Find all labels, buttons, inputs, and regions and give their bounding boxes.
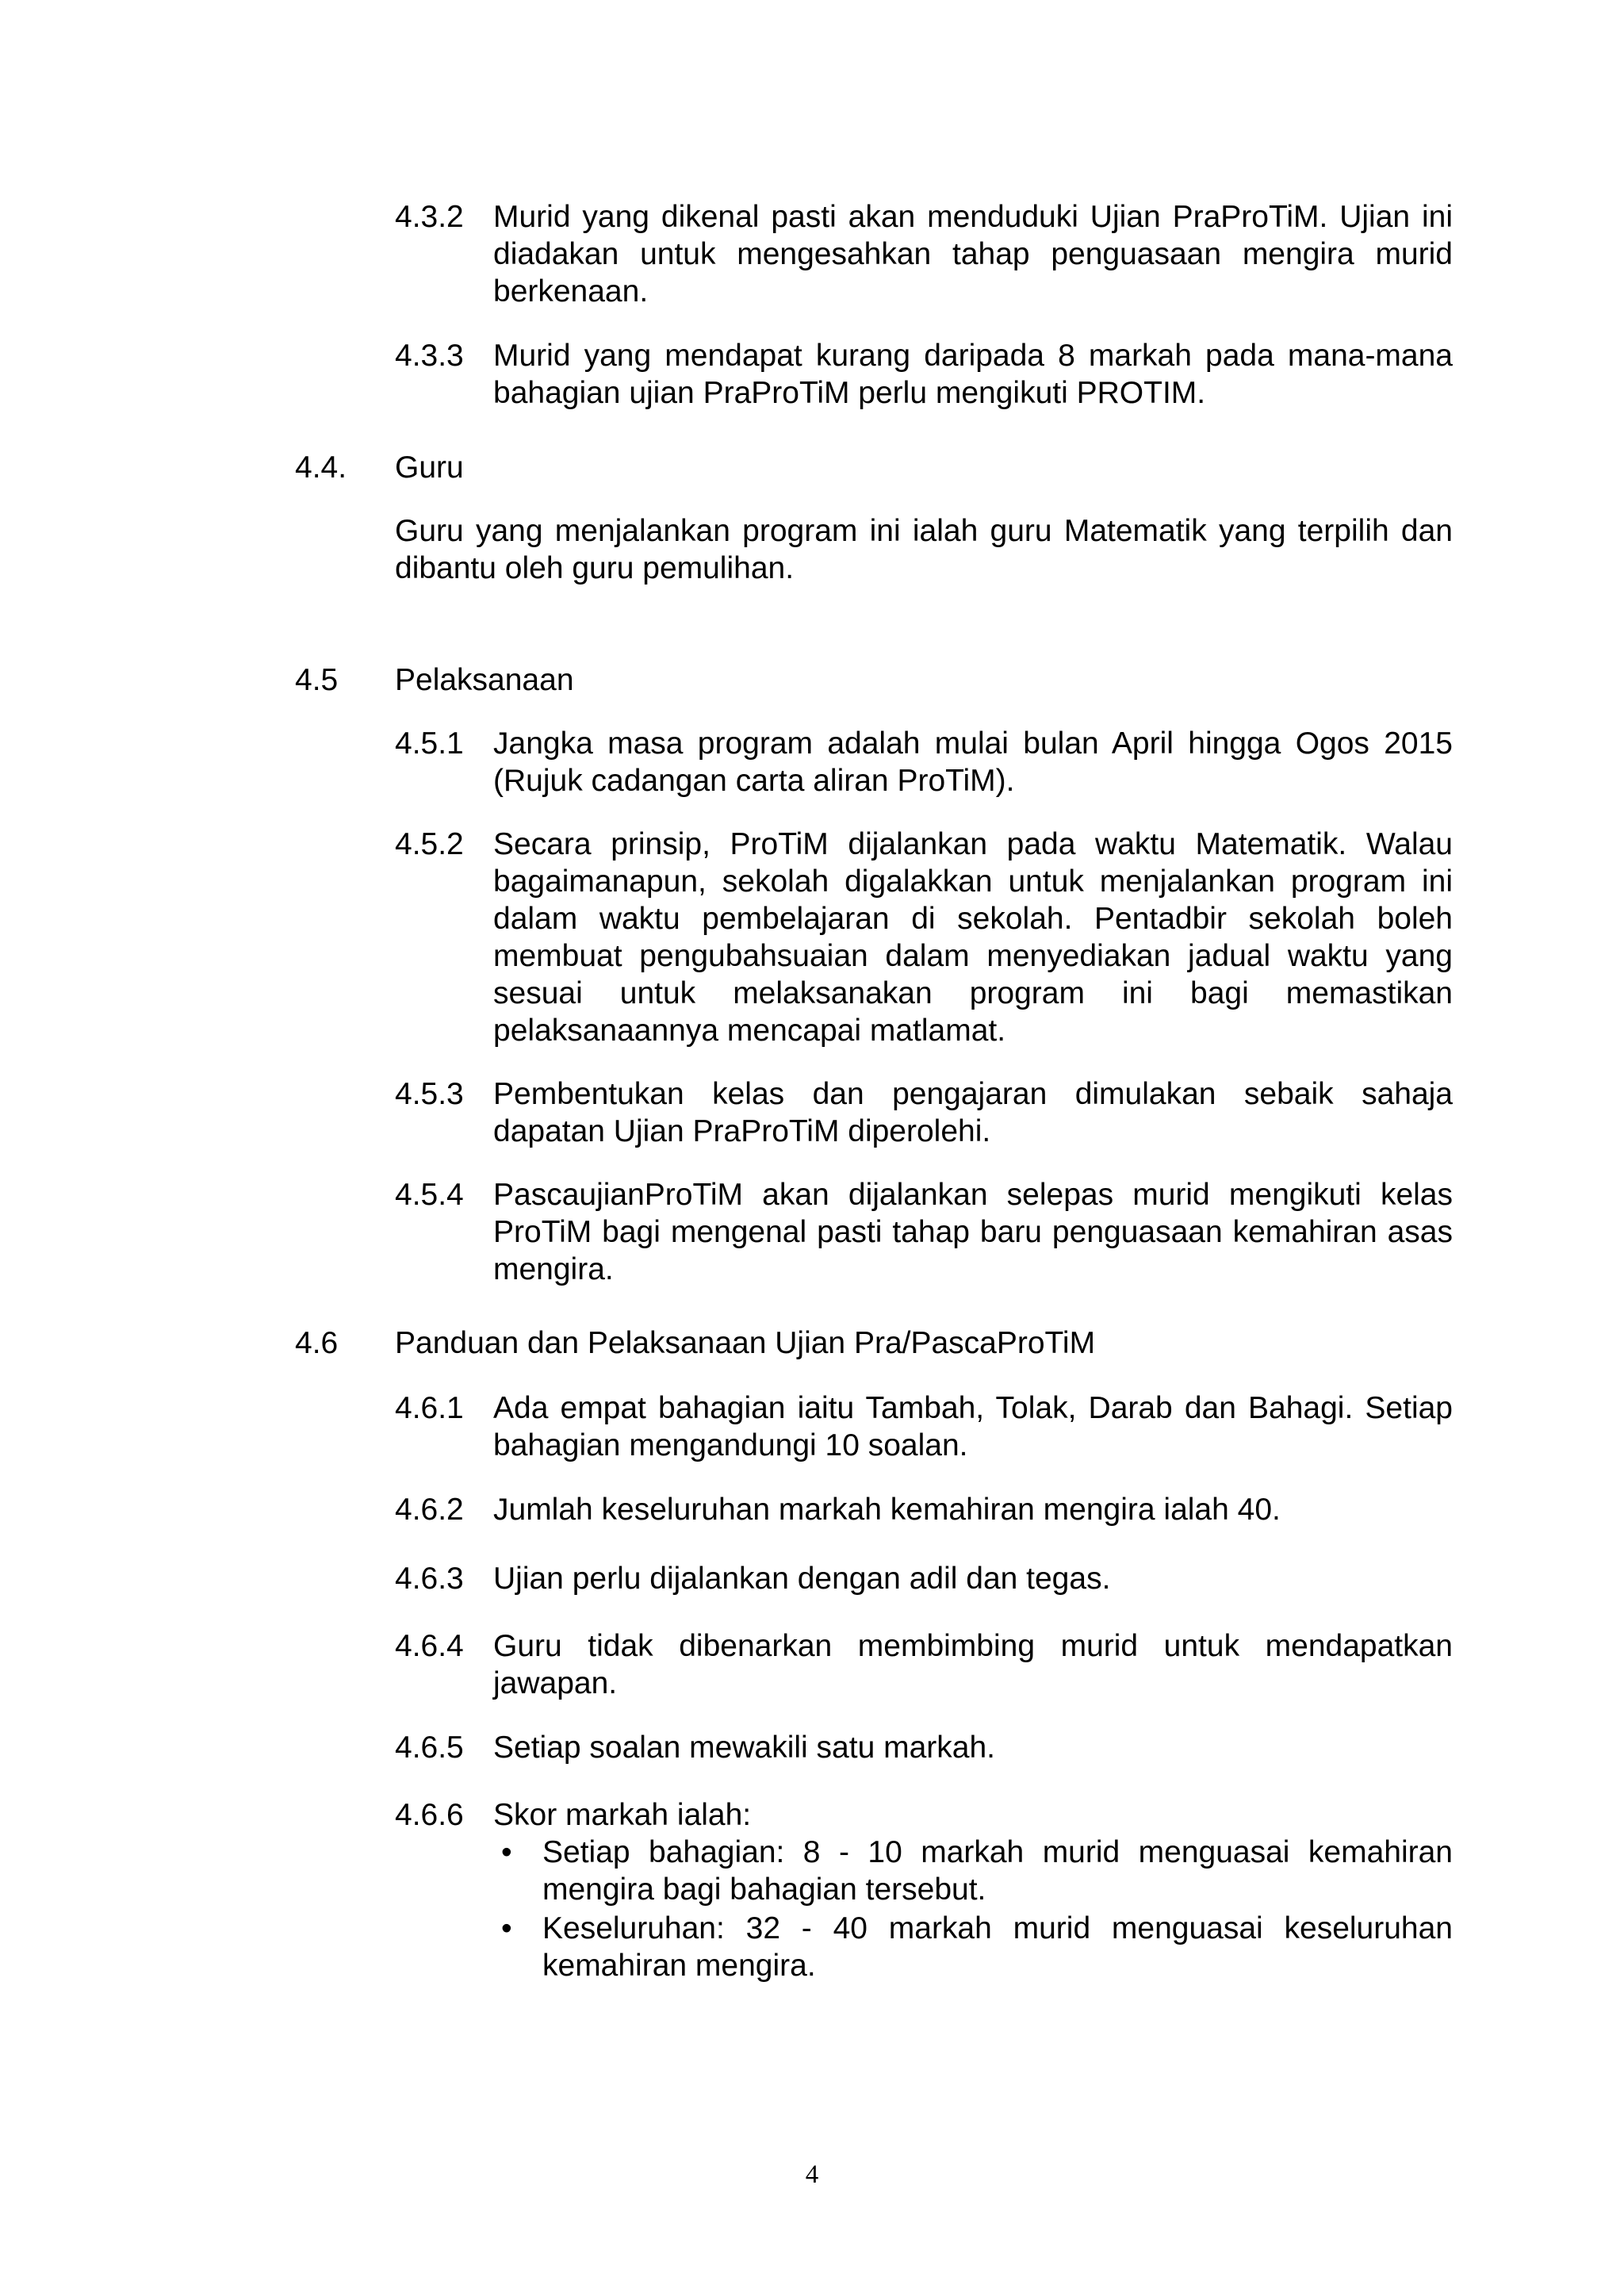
item-number: 4.3.3	[395, 339, 464, 373]
item-4-6-5	[395, 1729, 1453, 1766]
item-text: Jangka masa program adalah mulai bulan April hingga Ogos 2015 (Rujuk cadangan carta aliran ProTiM).	[493, 726, 1453, 798]
item-text: Murid yang mendapat kurang daripada 8 markah pada mana-mana bahagian ujian PraProTiM perlu mengikuti PROTIM.	[493, 339, 1453, 410]
item-number: 4.6.5	[395, 1731, 464, 1765]
item-text: Pembentukan kelas dan pengajaran dimulakan sebaik sahaja dapatan Ujian PraProTiM diperolehi.	[493, 1077, 1453, 1148]
item-text: Ujian perlu dijalankan dengan adil dan tegas.	[493, 1562, 1111, 1596]
item-4-5-1	[395, 725, 1453, 799]
item-text: Guru tidak dibenarkan membimbing murid untuk mendapatkan jawapan.	[493, 1629, 1453, 1700]
item-text: Setiap soalan mewakili satu markah.	[493, 1731, 995, 1765]
item-text: Secara prinsip, ProTiM dijalankan pada waktu Matematik. Walau bagaimanapun, sekolah digalakkan untuk menjalankan program ini dalam waktu pembelajaran di sekolah. Pentadbir sekolah boleh membuat pengubahsuaian dalam menyediakan jadual waktu yang sesuai untuk melaksanakan program ini bagi memastikan pelaksanaannya mencapai matlamat.	[493, 827, 1453, 1048]
section-number: 4.5	[295, 663, 339, 697]
bullet-item	[493, 1910, 1453, 1984]
bullet-icon: •	[501, 1835, 512, 1869]
section-4-5-heading	[295, 661, 574, 699]
item-4-6-4	[395, 1627, 1453, 1702]
section-number: 4.6	[295, 1326, 339, 1360]
item-number: 4.5.4	[395, 1178, 464, 1212]
item-number: 4.5.3	[395, 1077, 464, 1111]
bullet-item	[493, 1834, 1453, 1908]
bullet-icon: •	[501, 1911, 512, 1945]
item-text: Murid yang dikenal pasti akan menduduki Ujian PraProTiM. Ujian ini diadakan untuk mengesahkan tahap penguasaan mengira murid berkenaan.	[493, 200, 1453, 309]
item-number: 4.6.3	[395, 1562, 464, 1596]
item-4-5-3	[395, 1075, 1453, 1150]
item-text: Ada empat bahagian iaitu Tambah, Tolak, Darab dan Bahagi. Setiap bahagian mengandungi 10 soalan.	[493, 1391, 1453, 1462]
item-4-6-1	[395, 1389, 1453, 1464]
item-number: 4.6.2	[395, 1493, 464, 1527]
item-number: 4.6.4	[395, 1629, 464, 1663]
item-text: Jumlah keseluruhan markah kemahiran mengira ialah 40.	[493, 1493, 1281, 1527]
section-4-4-heading	[295, 449, 464, 486]
item-number: 4.3.2	[395, 200, 464, 234]
section-title: Panduan dan Pelaksanaan Ujian Pra/PascaProTiM	[395, 1326, 1096, 1360]
section-4-4-paragraph: Guru yang menjalankan program ini ialah guru Matematik yang terpilih dan dibantu oleh guru pemulihan.	[395, 514, 1453, 585]
bullet-text: Setiap bahagian: 8 - 10 markah murid menguasai kemahiran mengira bagi bahagian tersebut.	[542, 1835, 1453, 1907]
item-text: Skor markah ialah:	[493, 1798, 752, 1832]
item-4-3-2	[395, 198, 1453, 310]
section-number: 4.4.	[295, 450, 347, 485]
item-4-5-4	[395, 1176, 1453, 1288]
bullet-text: Keseluruhan: 32 - 40 markah murid menguasai keseluruhan kemahiran mengira.	[542, 1911, 1453, 1983]
section-4-6-heading	[295, 1324, 1095, 1362]
item-content	[493, 1796, 1453, 1984]
item-number: 4.6.1	[395, 1391, 464, 1425]
item-number: 4.5.1	[395, 726, 464, 761]
item-4-5-2	[395, 826, 1453, 1049]
section-title: Guru	[395, 450, 464, 485]
item-4-6-3	[395, 1560, 1453, 1597]
score-bullet-list	[493, 1834, 1453, 1984]
item-number: 4.5.2	[395, 827, 464, 861]
item-4-6-6	[395, 1796, 1453, 1984]
item-4-6-2	[395, 1491, 1453, 1528]
page-number: 4	[805, 2160, 819, 2189]
item-4-3-3	[395, 337, 1453, 412]
item-text: PascaujianProTiM akan dijalankan selepas murid mengikuti kelas ProTiM bagi mengenal pasti tahap baru penguasaan kemahiran asas mengira.	[493, 1178, 1453, 1286]
section-title: Pelaksanaan	[395, 663, 574, 697]
item-number: 4.6.6	[395, 1798, 464, 1832]
